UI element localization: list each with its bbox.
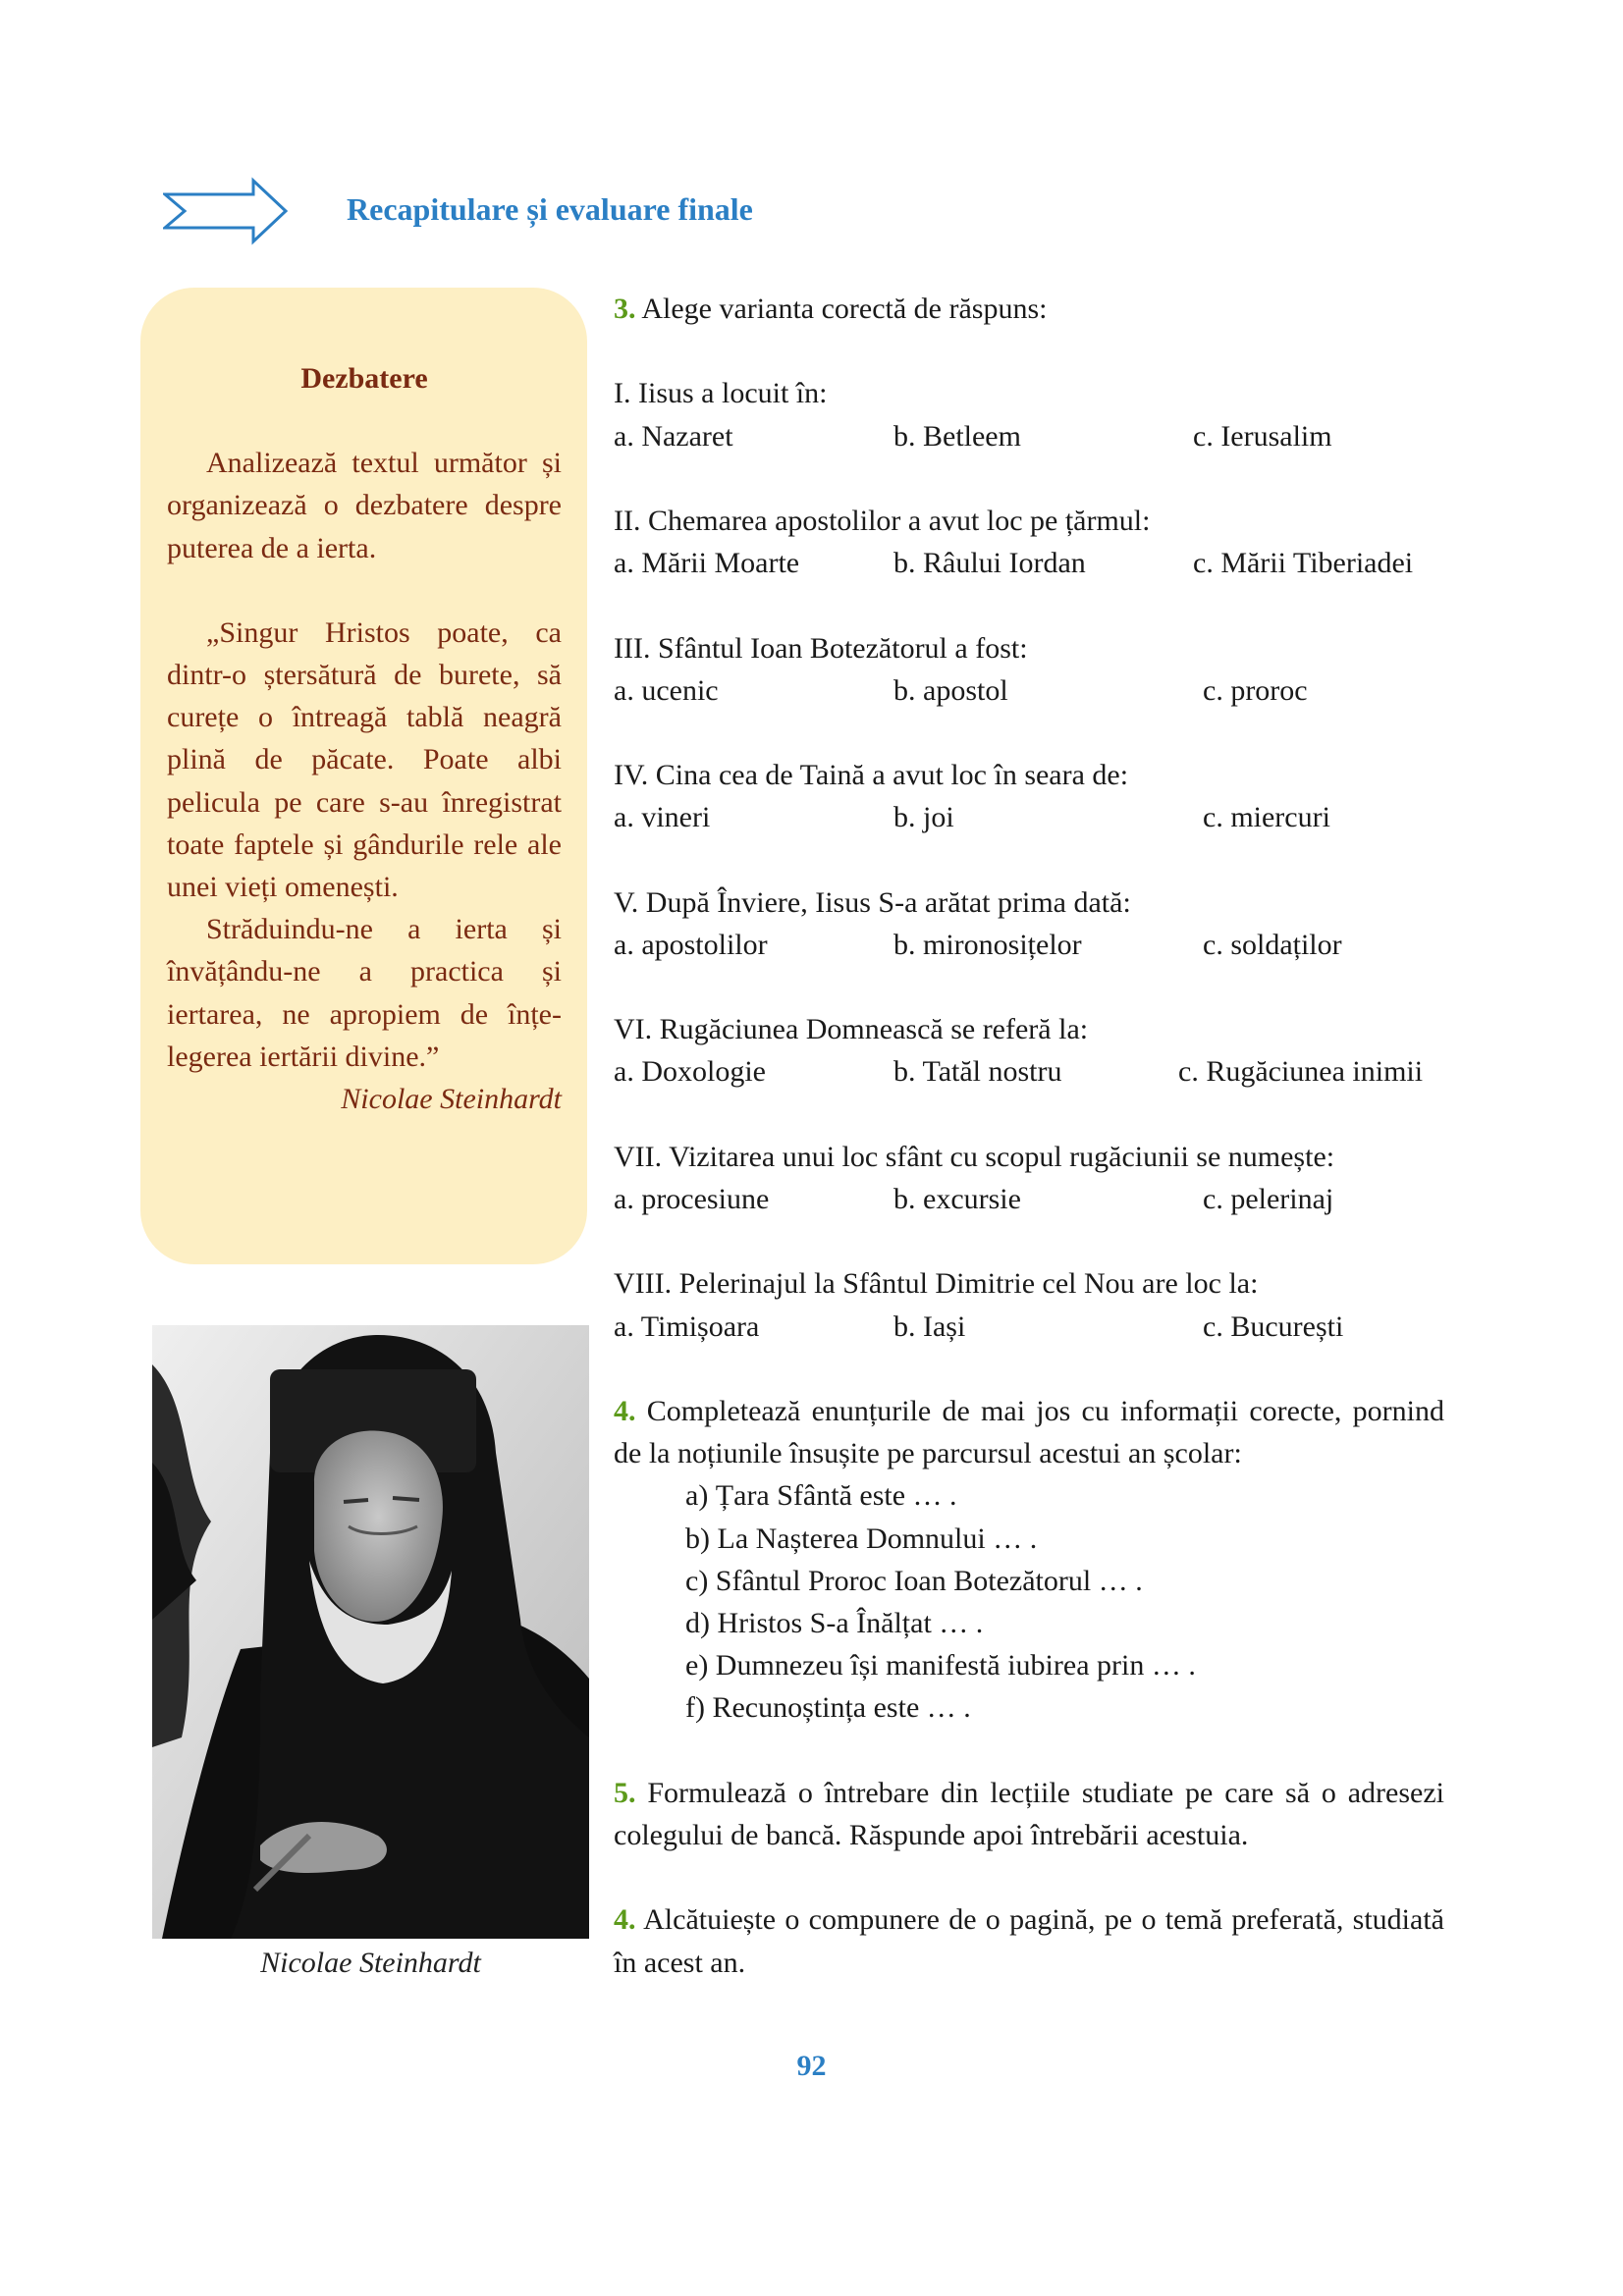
option-c: c. pelerinaj [1203, 1183, 1334, 1216]
arrow-right-icon [163, 177, 291, 245]
options-row [614, 1050, 1444, 1093]
question: VII. Vizitarea unui loc sfânt cu scopul rugăciunii se numește: [614, 1140, 1335, 1173]
question: III. Sfântul Ioan Botezătorul a fost: [614, 631, 1028, 665]
question: VI. Rugăciunea Domnească se referă la: [614, 1013, 1089, 1046]
exercise-prompt: Alcătuiește o compunere de o pagină, pe o temă preferată, studiată în acest an. [614, 1903, 1444, 1979]
exercise-3-heading [614, 288, 1444, 330]
option-c: c. Ierusalim [1193, 419, 1332, 453]
option-b: b. Râului Iordan [893, 547, 1086, 580]
option-b: b. joi [893, 801, 954, 834]
completion-item: b) La Nașterea Domnului … . [685, 1522, 1038, 1555]
option-a: a. Timișoara [614, 1309, 760, 1343]
exercise-prompt: Formulează o întrebare din lecțiile studiate pe care să o adresezi colegului de bancă. Răspunde apoi întrebării acestuia. [614, 1776, 1444, 1852]
option-c: c. miercuri [1203, 801, 1330, 834]
question: VIII. Pelerinajul la Sfântul Dimitrie cel Nou are loc la: [614, 1267, 1259, 1301]
exercise-5 [614, 1772, 1444, 1856]
portrait-image [152, 1325, 589, 1939]
option-b: b. Betleem [893, 419, 1021, 453]
option-a: a. Nazaret [614, 419, 733, 453]
option-c: c. Mării Tiberiadei [1193, 547, 1414, 580]
option-a: a. Mării Moarte [614, 547, 800, 580]
portrait-photo [152, 1325, 589, 1939]
option-a: a. ucenic [614, 673, 719, 707]
portrait-caption: Nicolae Steinhardt [260, 1947, 481, 1979]
option-b: b. Tatăl nostru [893, 1055, 1062, 1089]
options-row [614, 924, 1444, 966]
options-row [614, 796, 1444, 838]
completion-item: f) Recunoștința este … . [685, 1691, 971, 1725]
exercises-column [614, 288, 1444, 1984]
option-a: a. apostolilor [614, 928, 768, 961]
quote-author: Nicolae Steinhardt [341, 1083, 562, 1116]
question: II. Chemarea apostolilor a avut loc pe țărmul: [614, 504, 1151, 537]
exercise-prompt: Alege varianta corectă de răspuns: [641, 293, 1048, 325]
options-row [614, 415, 1444, 457]
option-a: a. procesiune [614, 1183, 770, 1216]
option-b: b. mironosițelor [893, 928, 1082, 961]
completion-item: c) Sfântul Proroc Ioan Botezătorul … . [685, 1564, 1143, 1597]
completion-list [614, 1474, 1444, 1729]
options-row [614, 542, 1444, 584]
option-c: c. Rugăciunea inimii [1178, 1055, 1424, 1089]
option-c: c. proroc [1203, 673, 1308, 707]
debate-title: Dezbatere [300, 362, 428, 395]
completion-item: a) Țara Sfântă este … . [685, 1479, 957, 1513]
option-c: c. București [1203, 1309, 1344, 1343]
debate-box [140, 288, 587, 1264]
page-number: 92 [796, 2050, 827, 2082]
options-row [614, 1306, 1444, 1348]
exercise-number: 4. [614, 1395, 636, 1428]
option-b: b. Iași [893, 1309, 966, 1343]
exercise-4-heading [614, 1390, 1444, 1474]
page-header [163, 177, 850, 245]
completion-item: e) Dumnezeu își manifestă iubirea prin … . [685, 1649, 1196, 1682]
exercise-number: 3. [614, 293, 636, 325]
option-b: b. apostol [893, 673, 1008, 707]
completion-item: d) Hristos S-a Înălțat … . [685, 1607, 984, 1640]
options-row [614, 1178, 1444, 1220]
question: IV. Cina cea de Taină a avut loc în seara de: [614, 759, 1129, 792]
exercise-prompt: Completează enunțurile de mai jos cu informații corecte, pornind de la noțiunile însușite pe parcursul acestui an școlar: [614, 1395, 1445, 1470]
option-a: a. vineri [614, 801, 711, 834]
option-c: c. soldaților [1203, 928, 1342, 961]
quote-paragraph-2: Străduindu-ne a ierta și învățându-ne a practica și iertarea, ne apropiem de înțelegerea iertării divine.” [167, 913, 562, 1073]
option-b: b. excursie [893, 1183, 1021, 1216]
exercise-number: 5. [614, 1776, 636, 1809]
quote-paragraph-1: „Singur Hristos poate, ca dintr-o ștersătură de burete, să curețe o întreagă tablă neagră plină de păcate. Poate albi pelicula pe care s-au înregistrat toate faptele și gândurile rele ale unei vieți omenești. [167, 615, 562, 904]
question: V. După Înviere, Iisus S-a arătat prima dată: [614, 885, 1131, 919]
exercise-number: 4. [614, 1903, 636, 1937]
option-a: a. Doxologie [614, 1055, 766, 1089]
question: I. Iisus a locuit în: [614, 377, 828, 410]
section-title: Recapitulare și evaluare finale [347, 191, 753, 227]
exercise-6 [614, 1898, 1444, 1983]
options-row [614, 669, 1444, 712]
debate-intro: Analizează textul următor și organizează o dezbatere despre puterea de a ierta. [167, 447, 562, 564]
